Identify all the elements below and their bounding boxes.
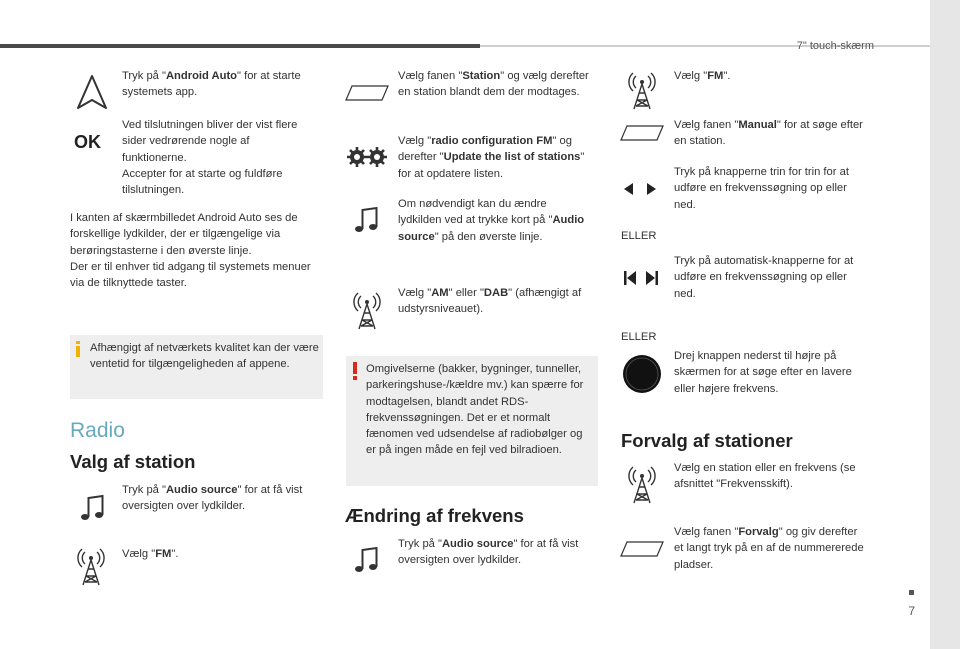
- settings-gears-icon: [346, 146, 388, 168]
- audio-source-text-2: Tryk på "Audio source" for at få vist oversigten over lydkilder.: [398, 538, 579, 567]
- tab-icon: [344, 84, 390, 102]
- antenna-icon: [76, 548, 106, 586]
- antenna-icon: [627, 466, 657, 504]
- page-number: 7: [908, 604, 915, 618]
- station-tab-text: Vælg fanen "Station" og vælg derefter en station blandt dem der modtages.: [398, 70, 589, 99]
- antenna-icon: [352, 292, 382, 330]
- frequency-heading: Ændring af frekvens: [345, 505, 524, 526]
- tab-icon: [619, 124, 665, 142]
- warning-icon: [351, 362, 359, 380]
- radio-heading: Radio: [70, 419, 125, 442]
- android-auto-text: Tryk på "Android Auto" for at starte systemets app.: [122, 70, 301, 99]
- station-heading: Valg af station: [70, 451, 196, 472]
- header-rule: [0, 44, 480, 48]
- audio-source-text: Tryk på "Audio source" for at få vist oversigten over lydkilder.: [122, 484, 303, 513]
- music-note-icon: [354, 546, 378, 574]
- rotary-knob-icon: [622, 354, 662, 394]
- auto-search-text: Tryk på automatisk-knapperne for at udføre en frekvenssøgning op eller ned.: [674, 255, 854, 300]
- page-marker: [909, 590, 914, 595]
- ok-icon: OK: [74, 132, 101, 152]
- header-title: 7" touch-skærm: [796, 40, 874, 52]
- preset-heading: Forvalg af stationer: [621, 430, 793, 451]
- change-source-text: Om nødvendigt kan du ændre lydkilden ved at trykke kort på "Audio source" på den øverste linje.: [398, 198, 585, 243]
- step-search-text: Tryk på knapperne trin for trin for at udføre en frekvenssøgning op eller ned.: [674, 166, 849, 211]
- seek-buttons-icon: [623, 270, 659, 286]
- tab-icon: [619, 540, 665, 558]
- or-label: ELLER: [621, 331, 657, 343]
- am-dab-text: Vælg "AM" eller "DAB" (afhængigt af udstyrsniveauet).: [398, 287, 582, 316]
- warning-note-text: Omgivelserne (bakker, bygninger, tunneller, parkeringshuse-/kældre mv.) kan spærre for modtagelsen, blandt andet RDS-frekvenssøgningen. Det er et normalt fænomen ved udsendelse af radiobølger og er på ingen måde en fejl ved bilradioen.: [366, 363, 584, 457]
- music-note-icon: [354, 206, 378, 234]
- info-note-text: Afhængigt af netværkets kvalitet kan der være ventetid for tilgængeligheden af appene.: [90, 342, 319, 371]
- or-label: ELLER: [621, 230, 657, 242]
- step-arrows-icon: [623, 182, 657, 196]
- knob-text: Drej knappen nederst til højre på skærmen for at søge efter en lavere eller højere frekvens.: [674, 350, 852, 395]
- manual-tab-text: Vælg fanen "Manual" for at søge efter en station.: [674, 119, 863, 148]
- music-note-icon: [80, 494, 104, 522]
- forvalg-tab-text: Vælg fanen "Forvalg" og giv derefter et langt tryk på en af de nummererede pladser.: [674, 526, 864, 571]
- page-side-strip: [930, 0, 960, 649]
- android-paragraph: I kanten af skærmbilledet Android Auto ses de forskellige lydkilder, der er tilgængelige via berøringstasterne i den øverste linje. Der er til enhver tid adgang til systemets menuer via de tilknyttede taster.: [70, 212, 311, 290]
- android-auto-icon: [76, 74, 108, 112]
- fm-select-text-2: Vælg "FM".: [674, 70, 731, 82]
- preset-select-text: Vælg en station eller en frekvens (se afsnittet "Frekvensskift).: [674, 462, 856, 491]
- ok-text: Ved tilslutningen bliver der vist flere sider vedrørende nogle af funktionerne. Accepter for at starte og fuldføre tilslutningen.: [122, 119, 298, 197]
- antenna-icon: [627, 72, 657, 110]
- fm-select-text: Vælg "FM".: [122, 548, 179, 560]
- radio-config-text: Vælg "radio configuration FM" og derefter "Update the list of stations" for at opdatere listen.: [398, 135, 585, 180]
- info-icon: [74, 341, 82, 357]
